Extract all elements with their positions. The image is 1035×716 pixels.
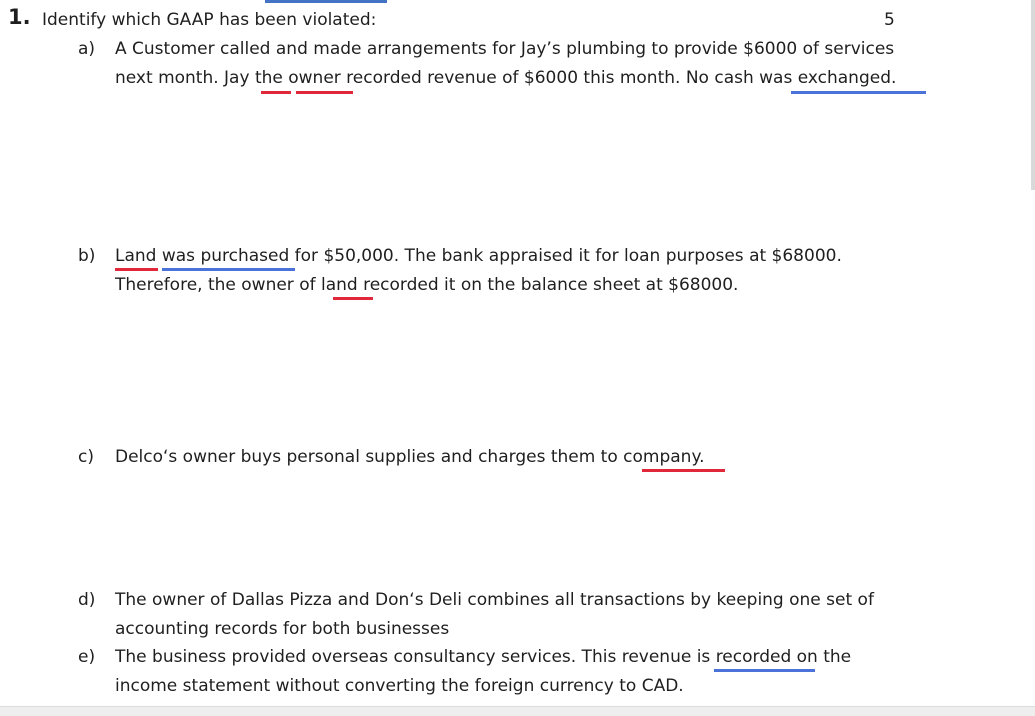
- spelling-underline: [642, 469, 725, 472]
- item-d-line-2: accounting records for both businesses: [115, 619, 450, 639]
- item-a-letter: a): [78, 39, 96, 59]
- spelling-underline: [261, 91, 291, 94]
- item-b-letter: b): [78, 246, 96, 266]
- spelling-underline: [115, 268, 158, 271]
- item-b-line-2: Therefore, the owner of land recorded it on the balance sheet at $68000.: [115, 275, 739, 295]
- spelling-underline: [296, 91, 353, 94]
- item-d-line-1: The owner of Dallas Pizza and Don‘s Deli combines all transactions by keeping one set of: [115, 590, 874, 610]
- item-a-line-2: next month. Jay the owner recorded revenue of $6000 this month. No cash was exchanged.: [115, 68, 897, 88]
- item-a-line-1: A Customer called and made arrangements for Jay’s plumbing to provide $6000 of services: [115, 39, 895, 59]
- grammar-underline: [791, 91, 926, 94]
- spelling-underline: [333, 297, 373, 300]
- item-c-letter: c): [78, 447, 94, 467]
- grammar-underline: [162, 268, 295, 271]
- scrollbar-edge[interactable]: [1031, 0, 1035, 190]
- item-e-line-2: income statement without converting the foreign currency to CAD.: [115, 676, 684, 696]
- item-b-line-1: Land was purchased for $50,000. The bank appraised it for loan purposes at $68000.: [115, 246, 842, 266]
- question-number: 1.: [8, 5, 31, 29]
- item-e-letter: e): [78, 647, 96, 667]
- selection-indicator: [265, 0, 387, 3]
- question-marks: 5: [884, 10, 895, 30]
- item-e-line-1: The business provided overseas consultancy services. This revenue is recorded on the: [115, 647, 852, 667]
- grammar-underline: [714, 669, 815, 672]
- item-d-letter: d): [78, 590, 96, 610]
- item-c-line-1: Delco‘s owner buys personal supplies and charges them to company.: [115, 447, 705, 467]
- question-text: Identify which GAAP has been violated:: [42, 10, 377, 30]
